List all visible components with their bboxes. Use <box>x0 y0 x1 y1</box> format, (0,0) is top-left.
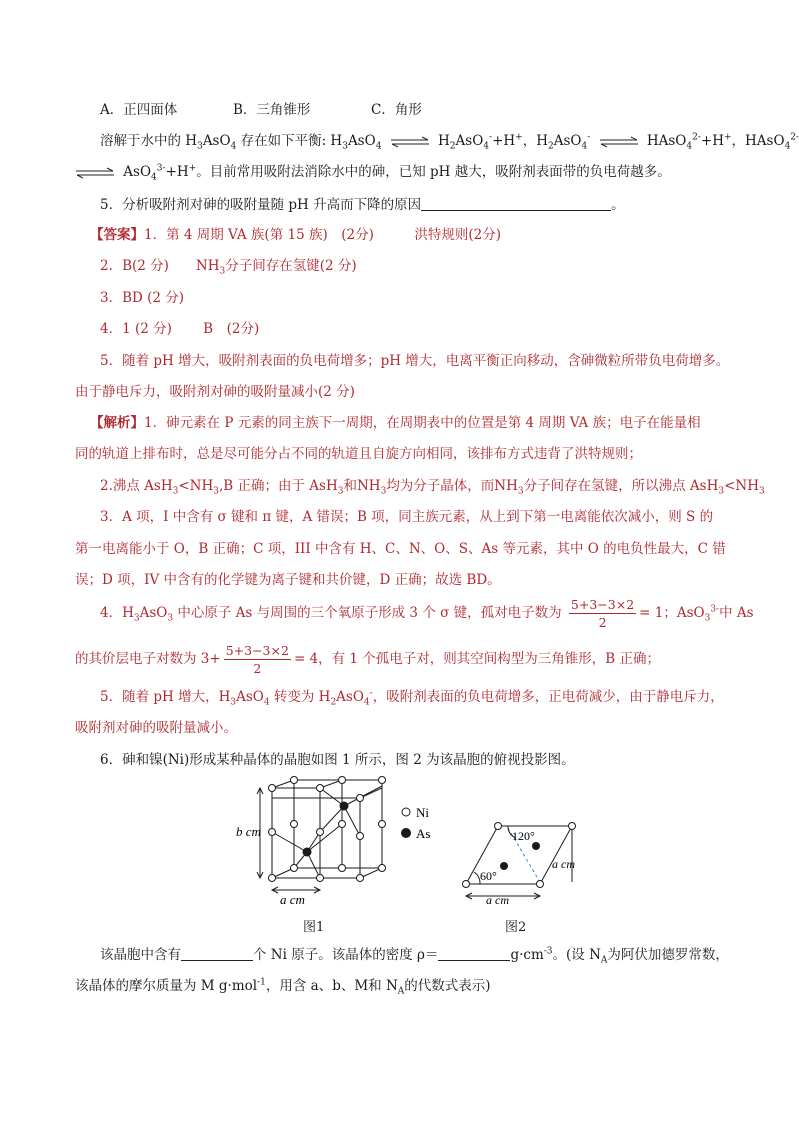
analysis-line-9: 5．随着 pH 增大，$H_3AsO_4$ 转变为 $H_2AsO_4^-$，吸附剂表面的负电荷增多，正电荷减少，由于静电斥力， <box>100 688 724 708</box>
label-120: 120° <box>512 829 535 843</box>
equilibrium-arrow-icon <box>390 137 430 147</box>
analysis-line-1: 【解析】1．砷元素在 P 元素的同主族下一周期，在周期表中的位置是第 4 周期 VA 族；电子在能量相 <box>90 415 701 431</box>
analysis-label: 【解析】 <box>90 415 144 431</box>
analysis-line-8: 的其价层电子对数为 3+ $\frac{5+3-3\times 2}{2}$ = 4，有 1 个孤电子对，则其空间构型为三角锥形，B 正确； <box>75 643 661 676</box>
label-a: a cm <box>280 892 305 907</box>
analysis-line-6: 误；D 项，IV 中含有的化学键为离子键和共价键，D 正确；故选 BD。 <box>75 572 501 588</box>
analysis-line-4: 3．A 项，I 中含有 σ 键和 π 键，A 错误；B 项，同主族元素，从上到下第一电离能依次减小，则 S 的 <box>100 509 714 525</box>
figure-2-caption: 图2 <box>505 920 527 935</box>
analysis-line-3: 2.沸点 $AsH_3<NH_3,B$ 正确；由于 AsH$_3$和$NH_3$均为分子晶体，而$NH_3$分子间存在氢键，所以沸点 $AsH_3<NH_3$ <box>100 478 765 497</box>
question-5: 5．分析吸附剂对砷的吸附量随 pH 升高而下降的原因 。 <box>100 197 625 213</box>
label-b: b cm <box>236 824 261 839</box>
analysis-line-10: 吸附剂对砷的吸附量减小。 <box>75 720 237 736</box>
equilibrium-line-1: 溶解于水中的 $H_3AsO_4$ 存在如下平衡: $H_3AsO_4$ $H_2AsO_4^-+H^+$，$H_2AsO_4^-$ HAsO$_4^{2-}$+H+，HAsO$_4^{2-}$ <box>100 132 799 152</box>
label-60: 60° <box>480 869 497 883</box>
fraction: $\frac{5+3-3\times 2}{2}$ <box>225 643 289 676</box>
answer-blank[interactable] <box>421 197 611 211</box>
question-6-line-1: 该晶胞中含有 个 Ni 原子。该晶体的密度 $\rho= g\cdot cm^{-3}$。(设 $N_A$为阿伏加德罗常数， <box>100 946 729 966</box>
option-a: A．正四面体 <box>100 102 178 118</box>
answer-label: 【答案】 <box>90 227 144 243</box>
figure-1-caption: 图1 <box>303 920 325 935</box>
answer-line-2: 2．B(2 分) $NH_3$分子间存在氢键(2 分) <box>100 258 357 277</box>
legend <box>400 806 450 842</box>
answer-line-4: 4．1 (2 分) B (2分) <box>100 321 260 337</box>
figure-2-projection <box>456 816 606 906</box>
density-blank[interactable] <box>438 947 510 961</box>
label-side-a: a cm <box>552 857 575 871</box>
equilibrium-arrow-icon <box>599 137 639 147</box>
option-b: B．三角锥形 <box>233 102 311 118</box>
label-bottom-a: a cm <box>486 893 509 907</box>
answer-line-5a: 5．随着 pH 增大，吸附剂表面的负电荷增多；pH 增大，电离平衡正向移动，含砷微粒所带负电荷增多。 <box>100 353 730 369</box>
option-c: C．角形 <box>371 102 422 118</box>
equilibrium-line-2: AsO$_4^{3-}$+H+。目前常用吸附法消除水中的砷，已知 pH 越大，吸附剂表面带的负电荷越多。 <box>75 163 671 181</box>
analysis-line-7: 4．$H_3AsO_3$ 中心原子 As 与周围的三个氧原子形成 3 个 σ 键，孤对电子数为 $\frac{5+3-3\times 2}{2}$ = 1；AsO$_3^{3-}$中 As <box>100 597 754 630</box>
answer-line-3: 3．BD (2 分) <box>100 290 185 306</box>
analysis-line-5: 第一电离能小于 O，B 正确；C 项，III 中含有 H、C、N、O、S、As 等元素，其中 O 的电负性最大，C 错 <box>75 541 726 557</box>
ni-count-blank[interactable] <box>181 947 253 961</box>
question-6-title: 6．砷和镍(Ni)形成某种晶体的晶胞如图 1 所示，图 2 为该晶胞的俯视投影图。 <box>100 752 575 768</box>
legend-as: As <box>416 826 431 841</box>
question-6-line-2: 该晶体的摩尔质量为 M g·mol$^{-1}$，用含 a、b、M和 $N_A$的代数式表示) <box>75 977 491 997</box>
answer-line-1: 【答案】1．第 4 周期 VA 族(第 15 族) (2分) 洪特规则(2分) <box>90 227 501 243</box>
fraction: $\frac{5+3-3\times 2}{2}$ <box>570 597 635 630</box>
analysis-line-2: 同的轨道上排布时，总是尽可能分占不同的轨道且自旋方向相同，该排布方式违背了洪特规则； <box>75 446 642 462</box>
legend-ni: Ni <box>416 805 429 820</box>
answer-line-5b: 由于静电斥力，吸附剂对砷的吸附量减小(2 分) <box>75 384 355 400</box>
equilibrium-arrow-icon <box>75 168 115 178</box>
